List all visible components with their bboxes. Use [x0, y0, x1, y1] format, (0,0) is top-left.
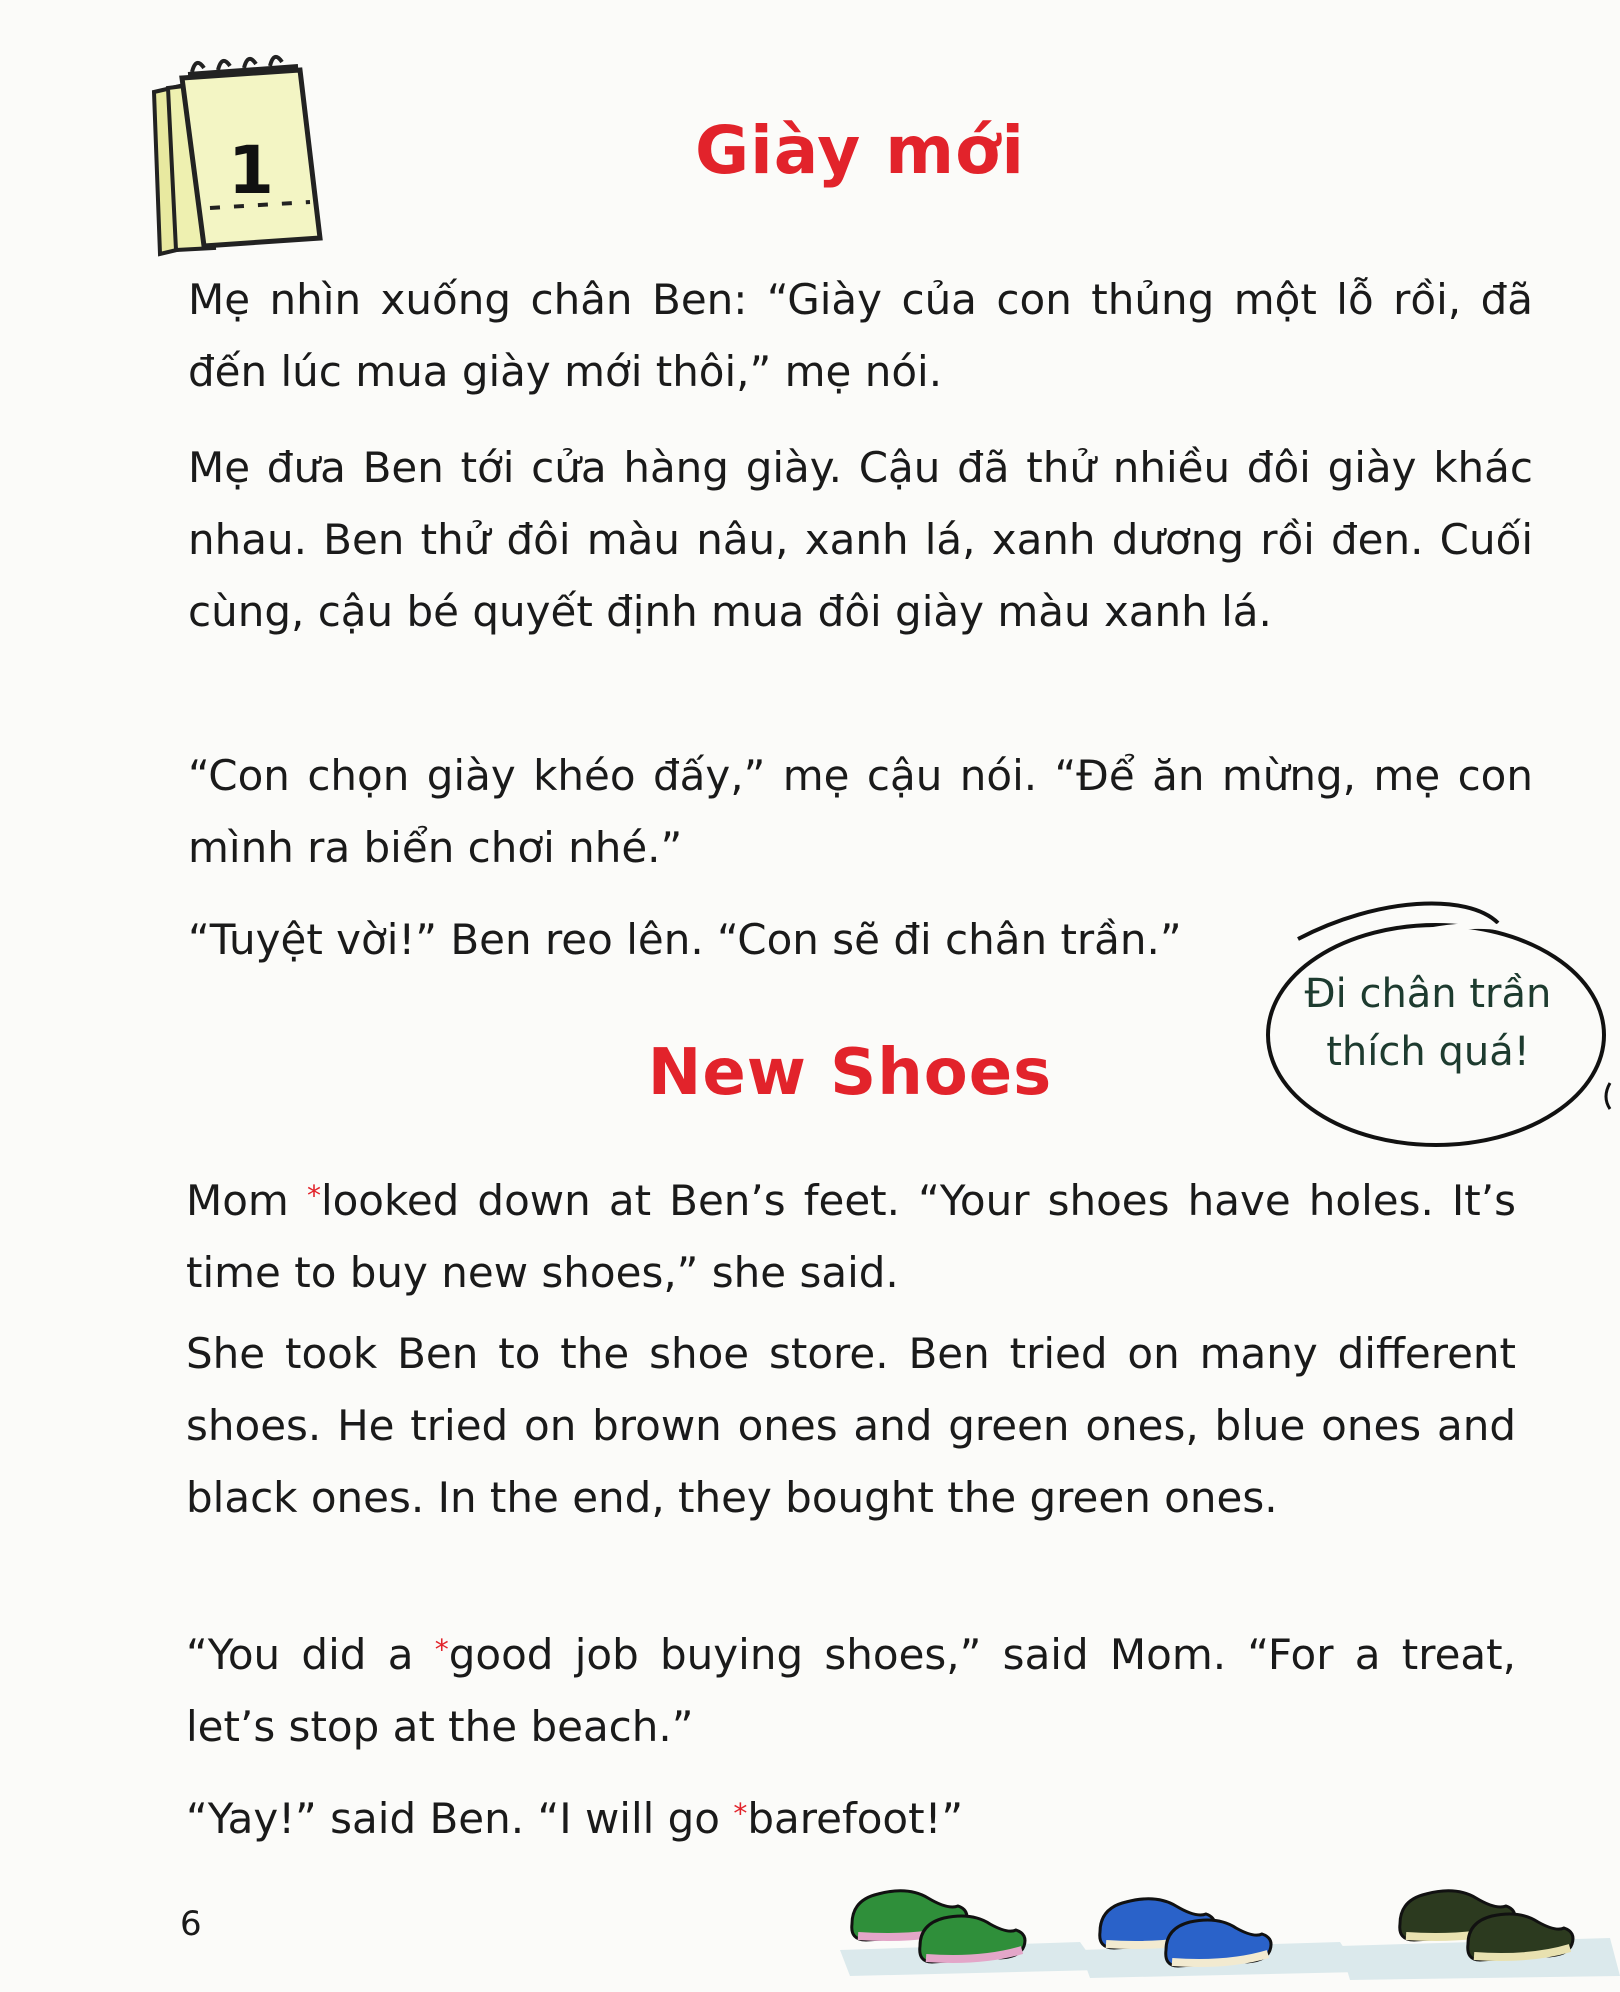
- vocab-marker-3: *: [733, 1797, 748, 1830]
- vocab-marker-1: *: [306, 1179, 321, 1212]
- english-paragraph-2: She took Ben to the shoe store. Ben tried on many different shoes. He tried on brown ones and green ones, blue ones and black ones. In the end, they bought the green ones.: [186, 1329, 1516, 1522]
- english-title: New Shoes: [647, 1036, 1053, 1110]
- english-paragraph-1: [186, 1160, 1516, 1309]
- english-paragraph-4: [186, 1778, 1386, 1855]
- vietnamese-paragraph-4: “Tuyệt vời!” Ben reo lên. “Con sẽ đi chân trần.”: [188, 915, 1182, 964]
- vietnamese-paragraph-2: Mẹ đưa Ben tới cửa hàng giày. Cậu đã thử nhiều đôi giày khác nhau. Ben thử đôi màu nâu, xanh lá, xanh dương rồi đen. Cuối cùng, cậu bé quyết định mua đôi giày màu xanh lá.: [188, 443, 1533, 636]
- page-number: 6: [180, 1904, 202, 1944]
- bubble-line-1: Đi chân trần: [1304, 971, 1552, 1017]
- english-paragraph-3: [186, 1614, 1516, 1763]
- vietnamese-paragraph-3: “Con chọn giày khéo đấy,” mẹ cậu nói. “Để ăn mừng, mẹ con mình ra biển chơi nhé.”: [188, 751, 1533, 872]
- english-p3-rest: good job buying shoes,” said Mom. “For a treat, let’s stop at the beach.”: [186, 1630, 1516, 1751]
- lesson-number: 1: [228, 132, 274, 209]
- english-p1-start: Mom: [186, 1176, 307, 1225]
- english-p1-rest: looked down at Ben’s feet. “Your shoes have holes. It’s time to buy new shoes,” she said.: [186, 1176, 1516, 1297]
- bubble-line-2: thích quá!: [1326, 1029, 1530, 1075]
- vietnamese-title: Giày mới: [694, 112, 1026, 189]
- vietnamese-paragraph-1: Mẹ nhìn xuống chân Ben: “Giày của con thủng một lỗ rồi, đã đến lúc mua giày mới thôi,” mẹ nói.: [188, 275, 1533, 396]
- calendar-icon: [140, 48, 330, 258]
- shoes-illustration: [780, 1850, 1620, 1988]
- english-p4-start: “Yay!” said Ben. “I will go: [186, 1794, 734, 1843]
- bubble-text: [1280, 965, 1576, 1081]
- english-p3-start: “You did a: [186, 1630, 435, 1679]
- vocab-marker-2: *: [434, 1633, 449, 1666]
- english-p4-rest: barefoot!”: [747, 1794, 964, 1843]
- speech-bubble: [1258, 893, 1620, 1153]
